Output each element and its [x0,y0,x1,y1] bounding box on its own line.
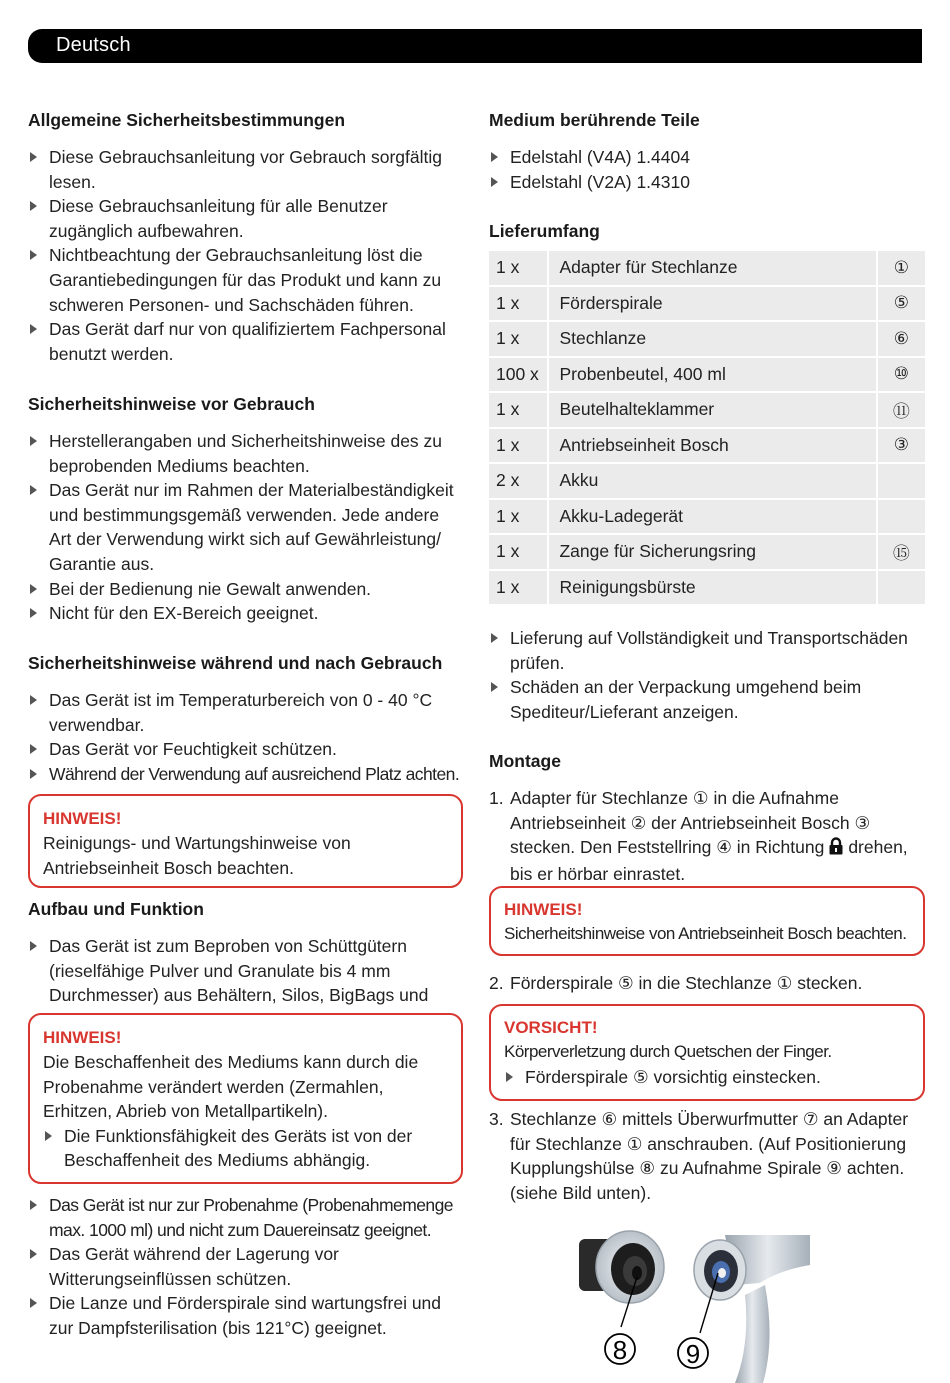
desc-cell: Adapter für Stechlanze [549,251,877,285]
language-label: Deutsch [56,34,131,56]
desc-cell: Akku-Ladegerät [549,500,877,534]
heading-waehrend-gebrauch: Sicherheitshinweise während und nach Gebrauch [28,653,443,673]
label-8: 8 [612,1335,628,1365]
triangle-bullet-icon [30,769,37,779]
adapter-part [579,1231,664,1303]
triangle-bullet-icon [491,633,498,643]
part-number-cell: ⑤ [878,287,925,321]
triangle-bullet-icon [30,1298,37,1308]
notice-text: Sicherheitshinweise von Antriebseinheit Bosch beachten. [504,924,907,943]
qty-cell: 1 x [489,535,549,569]
notice-box-bosch [489,886,925,956]
heading-medium-teile: Medium berührende Teile [489,110,700,130]
triangle-bullet-icon [30,485,37,495]
montage-step-1 [489,786,919,886]
list-lieferumfang-hinweise [489,626,919,724]
heading-lieferumfang: Lieferumfang [489,221,600,241]
table-row [489,429,925,463]
desc-cell: Stechlanze [549,322,877,356]
triangle-bullet-icon [30,1200,37,1210]
notice-list [43,1124,448,1173]
triangle-bullet-icon [30,744,37,754]
triangle-bullet-icon [491,177,498,187]
triangle-bullet-icon [30,584,37,594]
qty-cell: 1 x [489,322,549,356]
warning-title: VORSICHT! [504,1018,598,1037]
list-item: Diese Gebrauchsanleitung für alle Benutzer zugänglich aufbewahren. [28,194,462,243]
triangle-bullet-icon [30,608,37,618]
montage-step-2 [489,971,919,996]
part-number-cell: ⑥ [878,322,925,356]
qty-cell: 1 x [489,571,549,605]
language-header-bar [28,29,922,63]
table-row [489,358,925,392]
part-number-cell [878,500,925,534]
heading-allgemeine-sicherheit: Allgemeine Sicherheitsbestimmungen [28,110,346,130]
list-item: 2. Förderspirale ⑤ in die Stechlanze ① stecken. [489,971,919,996]
part-number-cell: ③ [878,429,925,463]
list-item: Das Gerät nur im Rahmen der Materialbeständigkeit und bestimmungsgemäß verwenden. Jede andere Art der Verwendung wirkt sich auf Gewährleistung/ Garantie aus. [28,478,462,576]
notice-text: Die Beschaffenheit des Mediums kann durch die Probenahme verändert werden (Zermahlen, Erhitzen, Abrieb von Metallpartikeln). [43,1052,419,1122]
list-item: Nicht für den EX-Bereich geeignet. [28,601,462,626]
list-item: Das Gerät ist zum Beproben von Schüttgütern (rieselfähige Pulver und Granulate bis 4 mm Durchmesser) aus Behältern, Silos, BigBags und [28,934,462,1032]
coupling-photo [575,1225,815,1383]
qty-cell: 1 x [489,500,549,534]
list-item: Das Gerät darf nur von qualifiziertem Fachpersonal benutzt werden. [28,317,462,366]
lieferumfang-table [489,249,925,606]
list-waehrend-gebrauch [28,688,462,786]
warning-text: Körperverletzung durch Quetschen der Finger. [504,1042,832,1061]
table-row [489,535,925,569]
heading-aufbau-funktion: Aufbau und Funktion [28,899,204,919]
triangle-bullet-icon [30,436,37,446]
list-item: Das Gerät während der Lagerung vor Witterungseinflüssen schützen. [28,1242,462,1291]
heading-montage: Montage [489,751,561,771]
list-item: Nichtbeachtung der Gebrauchsanleitung löst die Garantiebedingungen für das Produkt und kann zu schweren Personen- und Sachschäden führen. [28,243,462,317]
list-item: Das Gerät ist im Temperaturbereich von 0 - 40 °C verwendbar. [28,688,462,737]
notice-title: HINWEIS! [43,1028,122,1047]
list-item: 1. Adapter für Stechlanze ① in die Aufnahme Antriebseinheit ② der Antriebseinheit Bosch ③ stecken. Den Feststellring ④ in Richtung drehen, bis er hörbar einrastet. [489,788,908,884]
desc-cell: Antriebseinheit Bosch [549,429,877,463]
list-item: Förderspirale ⑤ vorsichtig einstecken. [504,1065,911,1090]
desc-cell: Zange für Sicherungsring [549,535,877,569]
part-number-cell [878,571,925,605]
list-item: Lieferung auf Vollständigkeit und Transportschäden prüfen. [489,626,919,675]
list-item: Während der Verwendung auf ausreichend Platz achten. [28,762,462,787]
warning-list [504,1065,911,1090]
qty-cell: 1 x [489,287,549,321]
desc-cell: Beutelhalteklammer [549,393,877,427]
table-row [489,322,925,356]
table-row [489,500,925,534]
step-number: 3. [489,1109,504,1129]
triangle-bullet-icon [30,324,37,334]
triangle-bullet-icon [30,1249,37,1259]
montage-step-3 [489,1107,919,1205]
list-item: Diese Gebrauchsanleitung vor Gebrauch sorgfältig lesen. [28,145,462,194]
list-item: Die Lanze und Förderspirale sind wartungsfrei und zur Dampfsterilisation (bis 121°C) geeignet. [28,1291,462,1340]
heading-vor-gebrauch: Sicherheitshinweise vor Gebrauch [28,394,315,414]
list-medium-teile [489,145,923,194]
lock-icon [828,837,844,862]
list-item: Schäden an der Verpackung umgehend beim Spediteur/Lieferant anzeigen. [489,675,919,724]
triangle-bullet-icon [30,201,37,211]
list-item: Bei der Bedienung nie Gewalt anwenden. [28,577,462,602]
notice-box-wartung [28,794,463,888]
desc-cell: Probenbeutel, 400 ml [549,358,877,392]
triangle-bullet-icon [30,250,37,260]
desc-cell: Akku [549,464,877,498]
part-number-cell: ⑮ [878,535,925,569]
list-aufbau-weitere [28,1193,462,1341]
qty-cell: 2 x [489,464,549,498]
triangle-bullet-icon [491,152,498,162]
table-row [489,251,925,285]
list-item: Herstellerangaben und Sicherheitshinweise des zu beprobenden Mediums beachten. [28,429,462,478]
desc-cell: Förderspirale [549,287,877,321]
triangle-bullet-icon [45,1131,52,1141]
triangle-bullet-icon [30,695,37,705]
step-number: 1. [489,788,504,808]
qty-cell: 100 x [489,358,549,392]
table-row [489,393,925,427]
notice-title: HINWEIS! [504,900,583,919]
table-row [489,287,925,321]
part-number-cell: ⑩ [878,358,925,392]
qty-cell: 1 x [489,251,549,285]
lance-part [694,1235,810,1383]
step-number: 2. [489,973,504,993]
triangle-bullet-icon [506,1072,513,1082]
table-row [489,571,925,605]
list-allgemeine-sicherheit [28,145,462,366]
list-item: 3. Stechlanze ⑥ mittels Überwurfmutter ⑦ an Adapter für Stechlanze ① anschrauben. (Auf Positionierung Kupplungshülse ⑧ zu Aufnahme Spirale ⑨ achten. (siehe Bild unten). [489,1109,909,1203]
list-item: Das Gerät ist nur zur Probenahme (Probenahmemenge max. 1000 ml) und nicht zum Dauereinsatz geeignet. [28,1193,462,1242]
warning-box-vorsicht [489,1004,925,1101]
list-item: Edelstahl (V2A) 1.4310 [489,170,923,195]
list-vor-gebrauch [28,429,462,626]
list-item: Das Gerät vor Feuchtigkeit schützen. [28,737,462,762]
triangle-bullet-icon [30,941,37,951]
triangle-bullet-icon [30,152,37,162]
triangle-bullet-icon [491,682,498,692]
label-9: 9 [685,1339,701,1369]
notice-text: Reinigungs- und Wartungshinweise von Antriebseinheit Bosch beachten. [43,833,351,878]
qty-cell: 1 x [489,393,549,427]
part-number-cell [878,464,925,498]
notice-title: HINWEIS! [43,809,122,828]
table-row [489,464,925,498]
part-number-cell: ⑪ [878,393,925,427]
desc-cell: Reinigungsbürste [549,571,877,605]
notice-box-beschaffenheit [28,1013,463,1184]
list-item: Die Funktionsfähigkeit des Geräts ist von der Beschaffenheit des Mediums abhängig. [43,1124,448,1173]
list-item: Edelstahl (V4A) 1.4404 [489,145,923,170]
part-number-cell: ① [878,251,925,285]
qty-cell: 1 x [489,429,549,463]
